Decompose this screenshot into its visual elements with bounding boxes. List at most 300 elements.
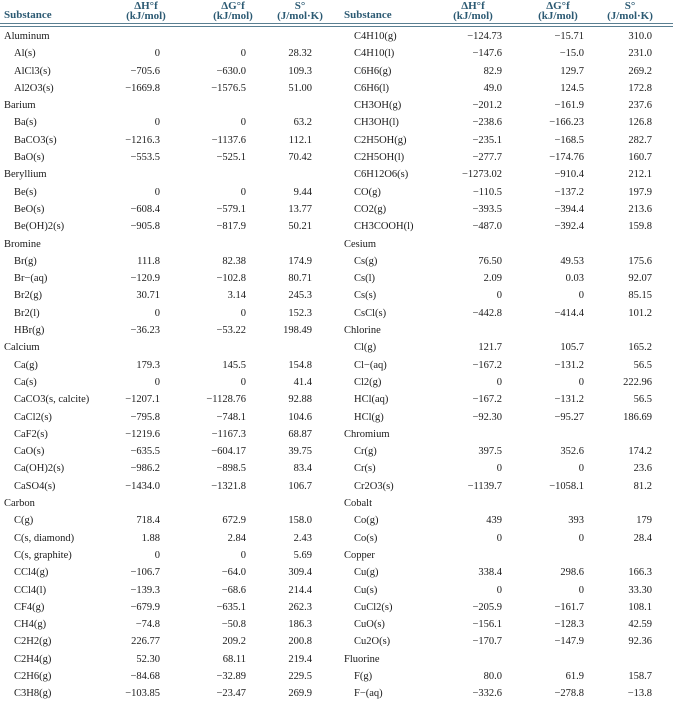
category-row (0, 28, 340, 45)
substance-name: C4H10(g) (354, 31, 397, 42)
substance-name: CaCO3(s, calcite) (14, 394, 90, 406)
table-row (340, 668, 673, 685)
substance-name: Cr(g) (354, 446, 377, 458)
substance-name: Be(s) (14, 186, 37, 198)
category-name: Beryllium (4, 169, 47, 181)
gibbs-value: −15.71 (554, 31, 584, 42)
substance-name: C3H8(g) (14, 688, 52, 700)
entropy-value: 159.8 (628, 221, 652, 233)
entropy-value: 262.3 (288, 601, 312, 613)
header-rule-lower (0, 26, 340, 27)
entropy-value: 50.21 (288, 221, 312, 233)
table-row (0, 512, 340, 529)
category-name: Copper (344, 549, 375, 561)
table-right-half (340, 0, 673, 700)
table-body-left (0, 28, 340, 703)
substance-name: CaSO4(s) (14, 480, 56, 492)
table-row (0, 184, 340, 201)
entropy-value: 174.9 (288, 255, 312, 267)
enthalpy-value: −1219.6 (125, 428, 160, 440)
enthalpy-value: −705.6 (130, 65, 160, 77)
gibbs-value: −131.2 (554, 394, 584, 406)
substance-name: Cu(s) (354, 584, 378, 596)
enthalpy-value: −1207.1 (125, 394, 160, 406)
entropy-value: 213.6 (628, 203, 652, 215)
gibbs-value: −1167.3 (211, 428, 246, 440)
gibbs-value: −910.4 (554, 169, 584, 181)
enthalpy-value: −1216.3 (125, 134, 160, 146)
entropy-value: 152.3 (288, 307, 312, 319)
category-row (0, 97, 340, 114)
substance-name: C6H6(g) (354, 65, 392, 77)
entropy-value: 92.07 (628, 273, 652, 285)
gibbs-value: 105.7 (560, 342, 584, 354)
enthalpy-value: −106.7 (130, 567, 160, 579)
entropy-value: 165.2 (628, 342, 652, 354)
substance-name: C(g) (14, 515, 34, 527)
enthalpy-value: 0 (496, 532, 502, 544)
gibbs-value: −278.8 (554, 688, 584, 700)
header-enthalpy: ΔH°f (kJ/mol) (126, 0, 166, 22)
category-row (0, 166, 340, 183)
table-row (0, 616, 340, 633)
substance-name: Co(g) (354, 515, 379, 527)
gibbs-value: −147.9 (554, 636, 584, 648)
entropy-value: 175.6 (628, 255, 652, 267)
entropy-value: 269.9 (288, 688, 312, 700)
substance-name: Cu(g) (354, 567, 379, 579)
table-row (340, 512, 673, 529)
entropy-value: 63.2 (293, 117, 312, 129)
enthalpy-value: 111.8 (137, 255, 160, 267)
substance-name: HCl(aq) (354, 394, 389, 406)
gibbs-value: 0 (578, 376, 584, 388)
enthalpy-value: −139.3 (130, 584, 160, 596)
table-row (340, 616, 673, 633)
table-row (0, 305, 340, 322)
entropy-value: 28.32 (288, 48, 312, 60)
entropy-value: 154.8 (288, 359, 312, 371)
gibbs-value: 352.6 (560, 446, 584, 458)
category-name: Fluorine (344, 653, 380, 665)
gibbs-value: 145.5 (222, 359, 246, 371)
entropy-value: 2.43 (293, 532, 312, 544)
gibbs-value: 209.2 (222, 636, 246, 648)
substance-name: C2H4(g) (14, 653, 52, 665)
entropy-value: 158.0 (288, 515, 312, 527)
enthalpy-value: 82.9 (483, 65, 502, 77)
table-row (0, 63, 340, 80)
gibbs-value: −137.2 (554, 186, 584, 198)
table-row (0, 668, 340, 685)
substance-name: Cs(s) (354, 290, 377, 302)
table-row (0, 132, 340, 149)
header-gibbs: ΔG°f (kJ/mol) (538, 0, 578, 22)
enthalpy-value: −1434.0 (125, 480, 160, 492)
enthalpy-value: −1669.8 (125, 82, 160, 94)
table-row (340, 460, 673, 477)
gibbs-value: 0 (240, 48, 246, 60)
enthalpy-value: 0 (496, 376, 502, 388)
table-row (340, 80, 673, 97)
gibbs-value: −23.47 (216, 688, 246, 700)
table-row (340, 374, 673, 391)
table-row (340, 166, 673, 183)
entropy-value: 222.96 (623, 376, 652, 388)
entropy-value: 112.1 (288, 134, 312, 146)
entropy-value: 158.7 (628, 670, 652, 682)
substance-name: CH3OH(l) (354, 117, 399, 129)
gibbs-value: −32.89 (216, 670, 246, 682)
entropy-value: 309.4 (288, 567, 312, 579)
gibbs-value: −898.5 (216, 463, 246, 475)
gibbs-value: −748.1 (216, 411, 246, 423)
substance-name: Cr2O3(s) (354, 480, 394, 492)
substance-name: CaCl2(s) (14, 411, 52, 423)
enthalpy-value: −442.8 (472, 307, 502, 319)
entropy-value: 23.6 (633, 463, 652, 475)
entropy-value: 310.0 (628, 31, 652, 42)
enthalpy-value: 439 (486, 515, 502, 527)
category-name: Aluminum (4, 31, 50, 42)
entropy-value: 33.30 (628, 584, 652, 596)
gibbs-value: −64.0 (221, 567, 246, 579)
header-entropy: S° (J/mol·K) (277, 0, 323, 22)
table-row (340, 132, 673, 149)
table-row (340, 391, 673, 408)
table-row (340, 599, 673, 616)
table-header (340, 0, 673, 24)
table-row (0, 633, 340, 650)
table-row (0, 201, 340, 218)
enthalpy-value: −74.8 (135, 619, 160, 631)
substance-name: CO(g) (354, 186, 381, 198)
table-row (340, 530, 673, 547)
entropy-value: 197.9 (628, 186, 652, 198)
enthalpy-value: −170.7 (472, 636, 502, 648)
substance-name: F(g) (354, 670, 373, 682)
header-rule (340, 23, 673, 24)
gibbs-value: 82.38 (222, 255, 246, 267)
gibbs-value: 49.53 (560, 255, 584, 267)
substance-name: CsCl(s) (354, 307, 387, 319)
entropy-value: 212.1 (628, 169, 652, 181)
table-row (0, 357, 340, 374)
entropy-value: 231.0 (628, 48, 652, 60)
enthalpy-value: 121.7 (478, 342, 502, 354)
substance-name: AlCl3(s) (14, 65, 51, 77)
entropy-value: 160.7 (628, 152, 652, 164)
enthalpy-value: 0 (154, 48, 160, 60)
category-row (0, 236, 340, 253)
substance-name: BaCO3(s) (14, 134, 57, 146)
gibbs-value: 393 (568, 515, 584, 527)
entropy-value: 282.7 (628, 134, 652, 146)
enthalpy-value: 179.3 (136, 359, 160, 371)
enthalpy-value: −487.0 (472, 221, 502, 233)
enthalpy-value: −679.9 (130, 601, 160, 613)
table-row (0, 322, 340, 339)
gibbs-value: 0 (578, 290, 584, 302)
entropy-value: 68.87 (288, 428, 312, 440)
enthalpy-value: −553.5 (130, 152, 160, 164)
gibbs-value: −392.4 (554, 221, 584, 233)
table-row (340, 357, 673, 374)
gibbs-value: −394.4 (554, 203, 584, 215)
header-enthalpy: ΔH°f (kJ/mol) (453, 0, 493, 22)
substance-name: Cl(g) (354, 342, 377, 354)
enthalpy-value: 226.77 (131, 636, 160, 648)
gibbs-value: −131.2 (554, 359, 584, 371)
substance-name: Br2(l) (14, 307, 40, 319)
gibbs-value: −525.1 (216, 152, 246, 164)
gibbs-value: −1137.6 (211, 134, 246, 146)
category-row (340, 651, 673, 668)
gibbs-value: −53.22 (216, 325, 246, 337)
substance-name: Ba(s) (14, 117, 37, 129)
header-rule (0, 23, 340, 24)
gibbs-value: −161.7 (554, 601, 584, 613)
table-row (0, 149, 340, 166)
gibbs-value: −95.27 (554, 411, 584, 423)
table-row (0, 582, 340, 599)
gibbs-value: 2.84 (227, 532, 246, 544)
entropy-value: 42.59 (628, 619, 652, 631)
enthalpy-value: 0 (154, 117, 160, 129)
gibbs-value: −1058.1 (549, 480, 584, 492)
enthalpy-value: −167.2 (472, 359, 502, 371)
entropy-value: 109.3 (288, 65, 312, 77)
table-row (0, 391, 340, 408)
gibbs-value: 0 (578, 584, 584, 596)
table-row (340, 633, 673, 650)
category-row (340, 322, 673, 339)
enthalpy-value: −167.2 (472, 394, 502, 406)
table-row (0, 599, 340, 616)
gibbs-value: −1128.76 (206, 394, 246, 406)
substance-name: Cs(l) (354, 273, 375, 285)
entropy-value: 245.3 (288, 290, 312, 302)
gibbs-value: 0 (578, 532, 584, 544)
substance-name: F−(aq) (354, 688, 383, 700)
gibbs-value: 0 (240, 307, 246, 319)
entropy-value: 229.5 (288, 670, 312, 682)
entropy-value: 56.5 (633, 359, 652, 371)
substance-name: Br−(aq) (14, 273, 48, 285)
gibbs-value: −174.76 (549, 152, 584, 164)
table-row (340, 287, 673, 304)
substance-name: Ca(g) (14, 359, 38, 371)
enthalpy-value: −332.6 (472, 688, 502, 700)
enthalpy-value: −103.85 (125, 688, 160, 700)
enthalpy-value: −124.73 (467, 31, 502, 42)
entropy-value: 92.36 (628, 636, 652, 648)
enthalpy-value: −92.30 (472, 411, 502, 423)
gibbs-value: −1576.5 (211, 82, 246, 94)
table-row (340, 582, 673, 599)
entropy-value: 269.2 (628, 65, 652, 77)
substance-name: CH4(g) (14, 619, 47, 631)
category-name: Carbon (4, 498, 35, 510)
enthalpy-value: −635.5 (130, 446, 160, 458)
substance-name: Cl−(aq) (354, 359, 387, 371)
gibbs-value: 0 (240, 549, 246, 561)
substance-name: CO2(g) (354, 203, 387, 215)
gibbs-value: −817.9 (216, 221, 246, 233)
table-row (0, 564, 340, 581)
table-row (0, 651, 340, 668)
table-row (0, 270, 340, 287)
table-row (0, 443, 340, 460)
category-name: Chromium (344, 428, 390, 440)
enthalpy-value: −201.2 (472, 100, 502, 112)
table-row (0, 530, 340, 547)
table-row (0, 218, 340, 235)
gibbs-value: 298.6 (560, 567, 584, 579)
substance-name: Ca(OH)2(s) (14, 463, 65, 475)
substance-name: CuCl2(s) (354, 601, 393, 613)
substance-name: CaF2(s) (14, 428, 48, 440)
entropy-value: 51.00 (288, 82, 312, 94)
table-row (340, 564, 673, 581)
enthalpy-value: −205.9 (472, 601, 502, 613)
table-row (340, 443, 673, 460)
table-row (340, 97, 673, 114)
gibbs-value: −630.0 (216, 65, 246, 77)
category-row (340, 495, 673, 512)
enthalpy-value: 30.71 (136, 290, 160, 302)
entropy-value: 28.4 (633, 532, 652, 544)
category-name: Cesium (344, 238, 377, 250)
substance-name: HBr(g) (14, 325, 45, 337)
entropy-value: 200.8 (288, 636, 312, 648)
gibbs-value: −579.1 (216, 203, 246, 215)
enthalpy-value: −238.6 (472, 117, 502, 129)
table-row (0, 426, 340, 443)
substance-name: C4H10(l) (354, 48, 395, 60)
gibbs-value: −168.5 (554, 134, 584, 146)
category-row (340, 236, 673, 253)
table-row (340, 409, 673, 426)
entropy-value: 56.5 (633, 394, 652, 406)
table-row (340, 201, 673, 218)
table-row (340, 478, 673, 495)
substance-name: C2H6(g) (14, 670, 52, 682)
table-row (340, 114, 673, 131)
gibbs-value: −68.6 (221, 584, 246, 596)
substance-name: HCl(g) (354, 411, 384, 423)
substance-name: C(s, diamond) (14, 532, 75, 544)
enthalpy-value: 0 (496, 463, 502, 475)
entropy-value: 179 (636, 515, 652, 527)
substance-name: Br2(g) (14, 290, 42, 302)
enthalpy-value: −1273.02 (461, 169, 502, 181)
table-row (0, 409, 340, 426)
entropy-value: 108.1 (628, 601, 652, 613)
gibbs-value: 3.14 (227, 290, 246, 302)
entropy-value: 166.3 (628, 567, 652, 579)
category-name: Chlorine (344, 325, 381, 337)
table-row (0, 374, 340, 391)
enthalpy-value: −110.5 (472, 186, 502, 198)
enthalpy-value: −986.2 (130, 463, 160, 475)
gibbs-value: 0 (240, 117, 246, 129)
table-row (340, 305, 673, 322)
table-row (340, 184, 673, 201)
substance-name: Al2O3(s) (14, 82, 54, 94)
entropy-value: 81.2 (633, 480, 652, 492)
gibbs-value: −102.8 (216, 273, 246, 285)
enthalpy-value: 1.88 (141, 532, 160, 544)
header-substance: Substance (344, 9, 392, 21)
substance-name: CH3COOH(l) (354, 221, 414, 233)
gibbs-value: 61.9 (565, 670, 584, 682)
table-row (0, 547, 340, 564)
enthalpy-value: 76.50 (478, 255, 502, 267)
entropy-value: 214.4 (288, 584, 312, 596)
header-rule-lower (340, 26, 673, 27)
header-entropy: S° (J/mol·K) (607, 0, 653, 22)
substance-name: Cr(s) (354, 463, 376, 475)
substance-name: CCl4(g) (14, 567, 49, 579)
category-name: Calcium (4, 342, 40, 354)
gibbs-value: −166.23 (549, 117, 584, 129)
entropy-value: 9.44 (293, 186, 312, 198)
enthalpy-value: 0 (496, 584, 502, 596)
category-name: Barium (4, 100, 36, 112)
substance-name: Cu2O(s) (354, 636, 391, 648)
substance-name: CCl4(l) (14, 584, 47, 596)
substance-name: C6H12O6(s) (354, 169, 409, 181)
enthalpy-value: −795.8 (130, 411, 160, 423)
enthalpy-value: −84.68 (130, 670, 160, 682)
substance-name: Al(s) (14, 48, 36, 60)
gibbs-value: 0.03 (565, 273, 584, 285)
table-row (340, 218, 673, 235)
entropy-value: 92.88 (288, 394, 312, 406)
entropy-value: 198.49 (283, 325, 312, 337)
enthalpy-value: −277.7 (472, 152, 502, 164)
substance-name: C6H6(l) (354, 82, 389, 94)
substance-name: Cs(g) (354, 255, 378, 267)
substance-name: CaO(s) (14, 446, 45, 458)
gibbs-value: 68.11 (222, 653, 246, 665)
category-name: Bromine (4, 238, 41, 250)
enthalpy-value: 0 (154, 376, 160, 388)
enthalpy-value: 0 (154, 186, 160, 198)
category-name: Cobalt (344, 498, 372, 510)
table-row (0, 253, 340, 270)
gibbs-value: 0 (578, 463, 584, 475)
substance-name: C2H2(g) (14, 636, 52, 648)
gibbs-value: −15.0 (559, 48, 584, 60)
entropy-value: 172.8 (628, 82, 652, 94)
enthalpy-value: 49.0 (483, 82, 502, 94)
table-row (340, 63, 673, 80)
table-row (340, 270, 673, 287)
enthalpy-value: −235.1 (472, 134, 502, 146)
enthalpy-value: 52.30 (136, 653, 160, 665)
entropy-value: 101.2 (628, 307, 652, 319)
enthalpy-value: −905.8 (130, 221, 160, 233)
table-body-right (340, 28, 673, 703)
entropy-value: 186.3 (288, 619, 312, 631)
enthalpy-value: 338.4 (478, 567, 502, 579)
header-substance: Substance (4, 9, 52, 21)
entropy-value: 237.6 (628, 100, 652, 112)
header-gibbs: ΔG°f (kJ/mol) (213, 0, 253, 22)
entropy-value: 106.7 (288, 480, 312, 492)
